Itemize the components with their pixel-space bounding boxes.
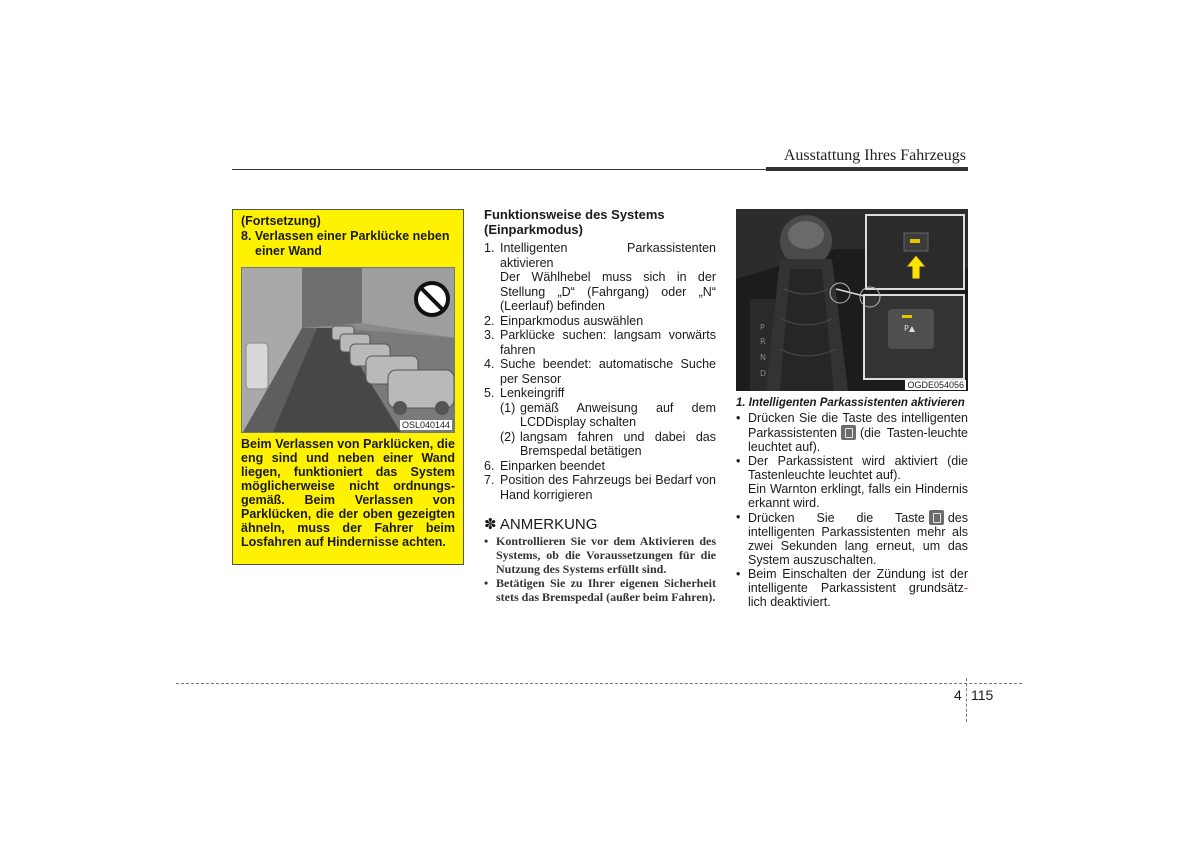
park-assist-button-icon bbox=[929, 510, 944, 525]
page-header-title: Ausstattung Ihres Fahrzeugs bbox=[783, 147, 966, 164]
park-assist-button-icon bbox=[841, 425, 856, 440]
gear-shifter-photo bbox=[736, 209, 968, 391]
image-code: OGDE054056 bbox=[907, 380, 964, 390]
right-column bbox=[736, 397, 968, 609]
list-item: • Drücken Sie die Taste des intelligenten Parkassistenten mehr als zwei Sekunden lang erneut, um das System auszuschalten. bbox=[736, 509, 968, 567]
note-title: ✽ ANMERKUNG bbox=[484, 516, 598, 533]
list-item: 3. Parklücke suchen: langsam vorwärts fahren bbox=[484, 328, 716, 357]
page-number: 115 bbox=[971, 687, 994, 703]
middle-column bbox=[484, 207, 716, 604]
shifter-scene bbox=[736, 209, 968, 391]
parking-illustration bbox=[241, 267, 455, 433]
list-item: 7. Position des Fahrzeugs bei Bedarf von Hand korrigieren bbox=[484, 473, 716, 502]
warning-box bbox=[232, 209, 464, 565]
list-item: 5. Lenkeingriff bbox=[484, 386, 565, 400]
list-item: Der Wählhebel muss sich in der Stellung „D“ (Fahrgang) oder „N“ (Leerlauf) befinden bbox=[500, 270, 716, 313]
footer-rule bbox=[176, 683, 1022, 684]
list-item: 6. Einparken beendet bbox=[484, 458, 605, 473]
warning-heading: (Fortsetzung) bbox=[241, 214, 321, 228]
subsection-heading: 1. Intelligenten Parkassistenten aktivieren bbox=[736, 397, 965, 409]
svg-text:P▲: P▲ bbox=[904, 324, 915, 333]
chapter-number: 4 bbox=[954, 687, 962, 703]
list-item: • Beim Einschalten der Zündung ist der intelligente Parkassistent grundsätz- lich deaktiviert. bbox=[736, 566, 968, 609]
list-item: • Der Parkassistent wird aktiviert (die Tastenleuchte leuchtet auf). bbox=[736, 453, 968, 482]
section-title: Funktionsweise des Systems (Einparkmodus) bbox=[484, 207, 665, 237]
step-list bbox=[484, 241, 716, 502]
header-rule-accent bbox=[766, 167, 968, 171]
gear-label: P bbox=[760, 323, 765, 332]
warning-text: Beim Verlassen von Parklücken, die eng sind und neben einer Wand liegen, funktioniert das System möglicherweise nicht ordnungs-gemäß. Beim Verlassen von Parklücken, die der oben gezeigten ähneln, muss der Fahrer beim Losfahren auf Hindernisse achten. bbox=[241, 437, 455, 549]
list-item: 4. Suche beendet: automatische Suche per Sensor bbox=[484, 357, 716, 386]
gear-label: D bbox=[760, 369, 767, 378]
prohibited-sign-icon bbox=[416, 283, 448, 315]
image-code: OSL040144 bbox=[402, 420, 451, 430]
note-item: • Kontrollieren Sie vor dem Aktivieren des Systems, ob die Voraussetzungen für die Nutzung des Systems erfüllt sind. bbox=[484, 534, 716, 576]
footer-divider bbox=[966, 678, 967, 722]
list-item-continued: Ein Warnton erklingt, falls ein Hindernis erkannt wird. bbox=[748, 481, 968, 510]
parking-scene bbox=[242, 268, 455, 433]
list-item: 2. Einparkmodus auswählen bbox=[484, 313, 644, 328]
note-item: • Betätigen Sie zu Ihrer eigenen Sicherheit stets das Bremspedal (außer beim Fahren). bbox=[484, 576, 716, 604]
gear-label: N bbox=[760, 353, 766, 362]
sub-list-item: (2) langsam fahren und dabei das Bremspedal betätigen bbox=[500, 429, 716, 458]
gear-label: R bbox=[760, 337, 766, 346]
sub-list-item: (1) gemäß Anweisung auf dem LCDDisplay schalten bbox=[500, 400, 716, 429]
list-item: 1. Intelligenten Parkassistenten aktivieren bbox=[484, 241, 716, 270]
warning-subheading: 8. Verlassen einer Parklücke neben einer Wand bbox=[241, 229, 450, 258]
list-item: • Drücken Sie die Taste des intelligenten Parkassistenten (die Tasten-leuchte leuchtet auf). bbox=[736, 410, 968, 454]
